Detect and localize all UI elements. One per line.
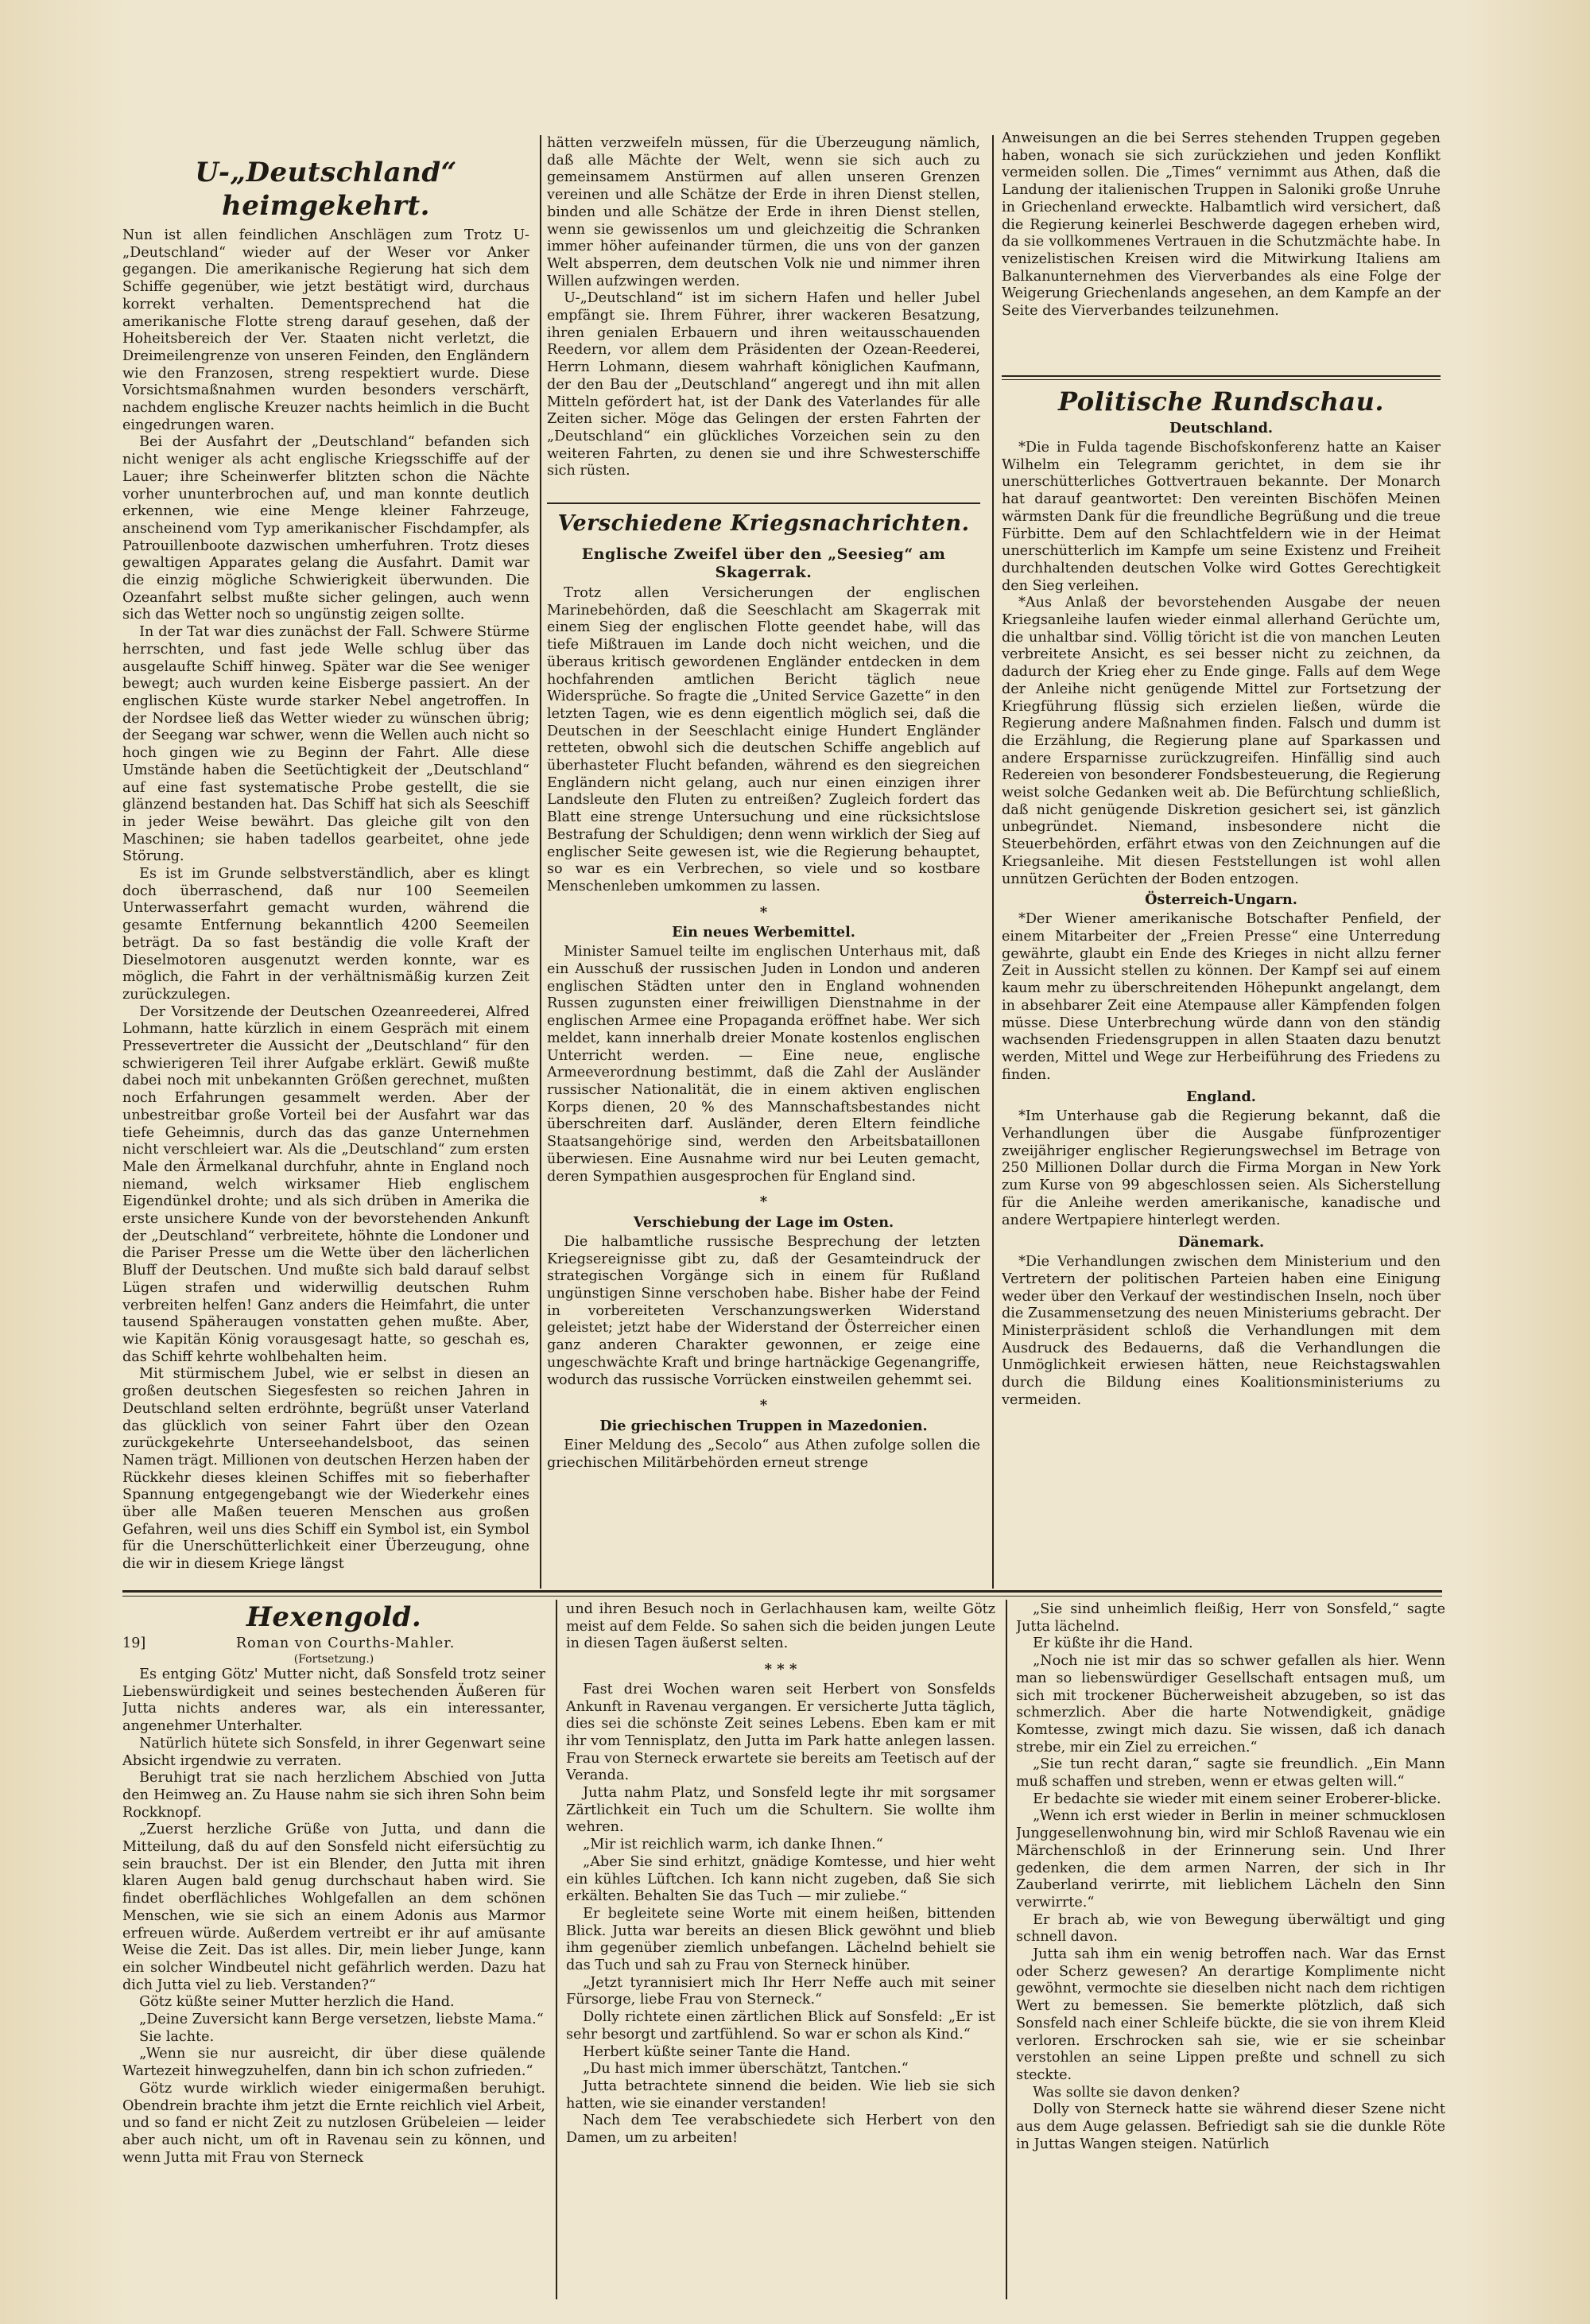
political-review-paragraph: *Aus Anlaß der bevorstehenden Ausgabe der neuen Kriegsanleihe laufen wieder einmal allerhand Gerüchte um, die unhaltbar sind. Völlig töricht ist die von manchen Leuten verbreitete Ansicht, es sei besser nicht zu zeichnen, da dadurch der Krieg eher zu Ende ginge. Falls auf dem Wege der Anleihe nicht genügende Mittel zur Fortsetzung der Kriegführung flüssig sich erzielen ließen, würde die Regierung andere Maßnahmen finden. Falsch und dumm ist die Erzählung, die Regierung plane auf Sparkassen und andere Ersparnisse zurückzugreifen. Hinfällig sind auch Redereien von besonderer Fondsbesteuerung, die Regierung weist solche Gedanken weit ab. Die Befürchtung schließlich, daß nicht genügende Diskretion gesichert sei, ist gänzlich unbegründet. Niemand, insbesondere nicht die Steuerbehörden, erfährt etwas von den Zeichnungen auf die Kriegsanleihe. Mit diesen Feststellungen ist wohl allen unnützen Gerüchten der Boden entzogen.: [1002, 595, 1441, 887]
separator-star: *: [759, 1397, 768, 1414]
novel-paragraph: „Wenn sie nur ausreicht, dir über diese quälende Wartezeit hinwegzuhelfen, dann bin ich schon zufrieden.“: [122, 2046, 545, 2080]
war-news-subheading: Die griechischen Truppen in Mazedonien.: [599, 1417, 928, 1434]
uboot-headline: U-„Deutschland“ heimgekehrt.: [195, 157, 457, 222]
novel-paragraph: Es entging Götz' Mutter nicht, daß Sonsfeld trotz seiner Liebenswürdigkeit und seines bestechenden Äußeren für Jutta nichts anderes war, als ein interessanter, angenehmer Unterhalter.: [122, 1666, 545, 1735]
novel-paragraph: Beruhigt trat sie nach herzlichem Abschied von Jutta den Heimweg an. Zu Hause nahm sie sich ihren Sohn beim Rockknopf.: [122, 1770, 545, 1821]
war-news-cont-paragraph: Anweisungen an die bei Serres stehenden Truppen gegeben haben, wonach sie sich zurückziehen und jeden Konflikt vermeiden sollen. Die „Times“ vernimmt aus Athen, daß die Landung der italienischen Truppen in Saloniki große Unruhe in Griechenland erweckte. Halbamtlich wird versichert, daß die Regierung keinerlei Beschwerde dagegen erheben wird, da sie vollkommenes Vertrauen in die Schutzmächte habe. In venizelistischen Kreisen wird die Mitwirkung Italiens am Balkanunternehmen des Vierverbandes als eine Folge der Weigerung Griechenlands angesehen, an dem Kampfe an der Seite des Vierverbandes teilzunehmen.: [1002, 130, 1441, 320]
novel-paragraph: und ihren Besuch noch in Gerlachhausen kam, weilte Götz meist auf dem Felde. So sahen sich die beiden jungen Leute in diesen Tagen äußerst selten.: [566, 1601, 995, 1652]
war-news-paragraph: Minister Samuel teilte im englischen Unterhaus mit, daß ein Ausschuß der russischen Juden in London und anderen englischen Städten unter den in England wohnenden Russen zugunsten einer freiwilligen Dienstnahme in der englischen Armee eine Propaganda eröffnet habe. Wer sich meldet, kann innerhalb dreier Monate kostenlos englischen Unterricht werden. — Eine neue, englische Armeeverordnung bestimmt, daß die Zahl der Ausländer russischer Nationalität, die in einem aktiven englischen Korps dienen, 20 % des Mannschaftsbestandes nicht überschreiten darf. Ausländer, deren Eltern feindliche Staatsangehörige sind, werden den Arbeitsbataillonen überwiesen. Eine Ausnahme wird nur bei Leuten gemacht, deren Sympathien ausgesprochen für England sind.: [547, 944, 980, 1185]
novel-paragraph: Was sollte sie davon denken?: [1033, 2084, 1240, 2101]
country-heading-england: England.: [1186, 1088, 1256, 1106]
uboot-paragraph: Der Vorsitzende der Deutschen Ozeanreederei, Alfred Lohmann, hatte kürzlich in einem Gespräch mit einem Pressevertreter die Aussicht der „Deutschland“ für den schwierigeren Teil ihrer Aufgabe erklärt. Gewiß mußte dabei noch mit unbekannten Größen gerechnet, mußten noch Erfahrungen gesammelt werden. Aber der unbestreitbar große Vorteil bei der Ausfahrt war das tiefe Geheimnis, durch das das ganze Unternehmen nicht verschleiert war. Als die „Deutschland“ zum ersten Male den Ärmelkanal durchfuhr, ahnte in England noch niemand, welch wirksamer Hieb englischem Eigendünkel drohte; und als sich drüben in Amerika die erste unsichere Kunde von der bevorstehenden Ankunft der „Deutschland“ verbreitete, höhnte die Londoner und die Pariser Presse um die Wette über den lächerlichen Bluff der Deutschen. Und mußte sich bald darauf selbst Lügen strafen und widerwillig deutschen Ruhm verbreiten helfen! Ganz anders die Heimfahrt, die unter tausend Späheraugen vonstatten gehen mußte. Aber, wie Kapitän König vorausgesagt hatte, so geschah es, das Schiff kehrte wohlbehalten heim.: [122, 1003, 529, 1365]
novel-paragraph: „Du hast mich immer überschätzt, Tantchen.“: [583, 2061, 909, 2078]
novel-paragraph: Er bedachte sie wieder mit einem seiner Eroberer-blicke.: [1033, 1791, 1441, 1807]
novel-paragraph: „Noch nie ist mir das so schwer gefallen als hier. Wenn man so liebenswürdiger Gesellschaft entsagen muß, um sich mit trockener Bücherweisheit abzugeben, so ist das schmerzlich. Aber die harte Notwendigkeit, gnädige Komtesse, zwingt mich dazu. Sie wissen, daß ich danach strebe, mir ein Ziel zu erreichen.“: [1016, 1653, 1445, 1756]
war-news-subheading: Englische Zweifel über den „Seesieg“ am Skagerrak.: [581, 545, 946, 581]
political-review-headline: Politische Rundschau.: [1058, 386, 1384, 417]
novel-paragraph: „Sie tun recht daran,“ sagte sie freundlich. „Ein Mann muß schaffen und streben, wenn er etwas gelten will.“: [1016, 1756, 1445, 1791]
novel-paragraph: Götz küßte seiner Mutter herzlich die Hand.: [139, 1994, 455, 2011]
column-divider: [1006, 1600, 1007, 2299]
political-review-paragraph: *Die in Fulda tagende Bischofskonferenz hatte an Kaiser Wilhelm ein Telegramm gerichtet, in dem sie ihr unerschütterliches Gottvertrauen bekannte. Der Monarch hat darauf geantwortet: Den vereinten Bischöfen Meinen wärmsten Dank für die freundliche Begrüßung und die treue Fürbitte. Dem auf den Schlachtfeldern wie in der Heimat unerschütterlich im Kampfe um seine Existenz und Freiheit durchhaltenden deutschen Volke wird Gottes Gerechtigkeit den Sieg verleihen.: [1002, 440, 1441, 594]
uboot-paragraph: In der Tat war dies zunächst der Fall. Schwere Stürme herrschten, und fast jede Welle schlug über das ausgelaufte Schiff hinweg. Später war die See weniger bewegt; auch wurden keine Eisberge passiert. An der englischen Küste wurde starker Nebel angetroffen. In der Nordsee ließ das Wetter wieder zu wünschen übrig; der Seegang war schwer, wenn die Wellen auch nicht so hoch gingen wie zu Beginn der Fahrt. Alle diese Umstände haben die Seetüchtigkeit der „Deutschland“ auf eine fast systematische Probe gestellt, die sie glänzend bestanden hat. Das Schiff hat sich als Seeschiff in jeder Weise bewährt. Das gleiche gilt von den Maschinen; sie haben tadellos gearbeitet, ohne jede Störung.: [122, 624, 529, 865]
section-divider: [1002, 375, 1441, 377]
novel-paragraph: Jutta nahm Platz, und Sonsfeld legte ihr mit sorgsamer Zärtlichkeit ein Tuch um die Schultern. Sie wollte ihm wehren.: [566, 1785, 995, 1836]
uboot-cont-paragraph: hätten verzweifeln müssen, für die Überzeugung nämlich, daß alle Mächte der Welt, wenn sie sich auch zu gemeinsamem Anstürmen auf allen unseren Grenzen vereinen und alle Schätze der Erde in ihren Dienst stellen, binden und alle Schätze der Erde in ihren Dienst stellen, wenn sie gewissenlos um und gleichzeitig die Schranken immer höher aufeinander türmen, die uns von der ganzen Welt absperren, dem deutschen Volk nie und nimmer ihren Willen aufzwingen werden.: [547, 135, 980, 289]
novel-paragraph: Dolly von Sterneck hatte sie während dieser Szene nicht aus dem Auge gelassen. Befriedigt sah sie die dunkle Röte in Juttas Wangen steigen. Natürlich: [1016, 2101, 1445, 2152]
novel-paragraph: Nach dem Tee verabschiedete sich Herbert von den Damen, um zu arbeiten!: [566, 2113, 995, 2147]
country-heading-austria: Österreich-Ungarn.: [1145, 891, 1297, 909]
uboot-paragraph: Nun ist allen feindlichen Anschlägen zum Trotz U-„Deutschland“ wieder auf der Weser vor Anker gegangen. Die amerikanische Regierung hat sich dem Schiffe gegenüber, wie jetzt bestätigt wird, durchaus korrekt verhalten. Dementsprechend hat die amerikanische Flotte streng darauf gesehen, daß der Hoheitsbereich der Ver. Staaten nicht verletzt, die Dreimeilengrenze von unseren Feinden, den Engländern wie den Franzosen, streng respektiert wurde. Diese Vorsichtsmaßnahmen wurden besonders verschärft, nachdem englische Kreuzer nachts heimlich in die Bucht eingedrungen waren.: [122, 227, 529, 433]
feuilleton-divider: [122, 1590, 1442, 1593]
column-3-war-news-continuation: [1002, 130, 1441, 374]
separator-star: *: [759, 1193, 768, 1211]
novel-paragraph: „Sie sind unheimlich fleißig, Herr von Sonsfeld,“ sagte Jutta lächelnd.: [1016, 1601, 1445, 1635]
novel-paragraph: „Aber Sie sind erhitzt, gnädige Komtesse, und hier weht ein kühles Lüftchen. Ich kann nicht zugeben, daß Sie sich erkälten. Behalten Sie das Tuch — mir zuliebe.“: [566, 1853, 995, 1905]
feuilleton-divider: [122, 1596, 1442, 1597]
novel-paragraph: „Zuerst herzliche Grüße von Jutta, und dann die Mitteilung, daß du auf den Sonsfeld nicht eifersüchtig zu sein brauchst. Der ist ein Blender, den Jutta mit ihren klaren Augen bald genug durchschaut haben wird. Sie findet oberflächliches Wohlgefallen an dem schönen Menschen, wie sie sich an einem Adonis aus Marmor erfreuen würde. Außerdem vertreibt er ihr auf amüsante Weise die Zeit. Das ist alles. Dir, mein lieber Junge, kann ein solcher Windbeutel nicht gefährlich werden. Dazu hat dich Jutta viel zu lieb. Verstanden?“: [122, 1822, 545, 1993]
column-divider: [540, 135, 541, 1589]
novel-header: [122, 1635, 545, 1666]
column-3-political-review: [1002, 383, 1441, 1585]
novel-paragraph: Jutta betrachtete sinnend die beiden. Wie lieb sie sich hatten, wie sie einander verstanden!: [566, 2078, 995, 2112]
novel-paragraph: Herbert küßte seiner Tante die Hand.: [583, 2043, 851, 2060]
country-heading-denmark: Dänemark.: [1177, 1234, 1265, 1251]
column-1-uboot-article: [122, 156, 529, 1580]
separator-stars: * * *: [764, 1661, 797, 1678]
novel-author: Roman von Courths-Mahler.: [235, 1635, 456, 1651]
political-review-paragraph: *Im Unterhause gab die Regierung bekannt, daß die Verhandlungen über die Ausgabe fünfprozentiger zweijähriger englischer Regierungswechsel im Betrage von 250 Millionen Dollar durch die Firma Morgan in New York zum Kurse von 99 abgeschlossen seien. Als Sicherstellung für die Anleihe werden amerikanische, kanadische und andere Wertpapiere hinterlegt werden.: [1002, 1108, 1441, 1228]
novel-continuation-note: (Fortsetzung.): [293, 1653, 374, 1666]
novel-paragraph: „Deine Zuversicht kann Berge versetzen, liebste Mama.“: [139, 2012, 544, 2028]
column-2-war-news: [547, 506, 980, 1585]
war-news-paragraph: Einer Meldung des „Secolo“ aus Athen zufolge sollen die griechischen Militärbehörden erneut strenge: [547, 1437, 980, 1471]
column-divider: [556, 1600, 557, 2299]
war-news-paragraph: Trotz allen Versicherungen der englischen Marinebehörden, daß die Seeschlacht am Skagerrak mit einem Sieg der englischen Flotte geendet habe, will das tiefe Mißtrauen im Lande doch nicht weichen, und die überaus kritisch gewordenen Engländer entdecken in dem hochfahrenden amtlichen Bericht täglich neue Widersprüche. So fragte die „United Service Gazette“ in den letzten Tagen, wie es denn eigentlich möglich sei, daß die Deutschen in der Seeschlacht einige Hundert Engländer retteten, obwohl sich die deutschen Schiffe angeblich auf überhasteter Flucht befanden, während es den siegreichen Engländern nicht gelang, auch nur einen einzigen ihrer Landsleute den Fluten zu entreißen? Zugleich fordert das Blatt eine strenge Untersuchung und eine rücksichtslose Bestrafung der Schuldigen; denn wenn wirklich der Sieg auf englischer Seite gewesen ist, wie die Regierung behauptet, so war es ein Verbrechen, so viele und so kostbare Menschenleben umkommen zu lassen.: [547, 585, 980, 894]
war-news-paragraph: Die halbamtliche russische Besprechung der letzten Kriegsereignisse gibt zu, daß der Gesamteindruck der strategischen Vorgänge sich in einem für Rußland ungünstigen Sinne verschoben habe. Bisher habe der Feind in vorbereiteten Verschanzungswerken Widerstand geleistet; jetzt habe der Widerstand der Österreicher einen ganz anderen Charakter gewonnen, er zeige eine ungeschwächte Kraft und bringe hartnäckige Gegenangriffe, wodurch das russische Vorrücken einstweilen gehemmt sei.: [547, 1233, 980, 1388]
uboot-paragraph: Mit stürmischem Jubel, wie er selbst in diesen an großen deutschen Siegesfesten so reichen Jahren in Deutschland selten erdröhnte, begrüßt unser Vaterland das glücklich von seiner Fahrt über den Ozean zurückgekehrte Unterseehandelsboot, das seinen Namen trägt. Millionen von deutschen Herzen haben der Rückkehr dieses kleinen Schiffes mit so fieberhafter Spannung entgegengebangt wie der Wiederkehr eines über alle Maßen teueren Menschen aus großen Gefahren, weil uns dies Schiff ein Symbol ist, ein Symbol für die Unerschütterlichkeit einer Überzeugung, ohne die wir in diesem Kriege längst: [122, 1366, 529, 1573]
war-news-headline: Verschiedene Kriegsnachrichten.: [557, 511, 970, 536]
novel-paragraph: „Wenn ich erst wieder in Berlin in meiner schmucklosen Junggesellenwohnung bin, wird mir Schloß Ravenau wie ein Märchenschloß in der Erinnerung sein. Und Ihrer gedenken, die dem armen Narren, der sich in Ihr Zauberland verirrte, mit lieblichem Lächeln den Sinn verwirrte.“: [1016, 1808, 1445, 1911]
section-divider: [547, 502, 980, 504]
novel-paragraph: Er begleitete seine Worte mit einem heißen, bittenden Blick. Jutta war bereits an diesen Blick gewöhnt und blieb ihm gegenüber ziemlich unbefangen. Lächelnd behielt sie das Tuch und sah zu Frau von Sterneck hinüber.: [566, 1905, 995, 1974]
column-2-uboot-continuation: [547, 135, 980, 499]
novel-column-3: [1016, 1601, 1445, 2293]
novel-paragraph: Sie lachte.: [139, 2028, 215, 2045]
uboot-paragraph: Es ist im Grunde selbstverständlich, aber es klingt doch überraschend, daß nur 100 Seemeilen Unterwasserfahrt gemacht wurden, während die gesamte Entfernung bekanntlich 4200 Seemeilen beträgt. Da so fast beständig die volle Kraft der Dieselmotoren ausgenutzt werden konnte, war es möglich, die Fahrt in der verhältnismäßig kurzen Zeit zurückzulegen.: [122, 866, 529, 1003]
political-review-paragraph: *Der Wiener amerikanische Botschafter Penfield, der einem Mitarbeiter der „Freien Presse“ eine Unterredung gewährte, glaubt ein Ende des Krieges in nicht allzu ferner Zeit in Aussicht stellen zu können. Der Kampf sei auf einem kaum mehr zu überschreitenden Höhepunkt angelangt, dem in absehbarer Zeit eine Atempause aller Kämpfenden folgen müsse. Diese Unterbrechung würde dann von den ständig wachsenden Friedensgruppen in allen Staaten dazu benutzt werden, Mittel und Wege zur Herbeiführung des Friedens zu finden.: [1002, 911, 1441, 1083]
novel-title: Hexengold.: [246, 1601, 422, 1633]
novel-paragraph: Er küßte ihr die Hand.: [1033, 1635, 1193, 1652]
novel-installment-number: 19]: [122, 1635, 146, 1651]
political-review-paragraph: *Die Verhandlungen zwischen dem Ministerium und den Vertretern der politischen Parteien haben eine Einigung weder über den Verkauf der westindischen Inseln, noch über die Zusammensetzung des neuen Ministeriums gebracht. Der Ministerpräsident schloß die Verhandlungen mit dem Ausdruck des Bedauerns, daß die Verhandlungen die Unmöglichkeit erwiesen hätten, neue Reichstagswahlen durch die Bildung eines Koalitionsministeriums zu vermeiden.: [1002, 1254, 1441, 1408]
war-news-subheading: Verschiebung der Lage im Osten.: [633, 1213, 894, 1231]
novel-paragraph: Götz wurde wirklich wieder einigermaßen beruhigt. Obendrein brachte ihm jetzt die Ernte reichlich viel Arbeit, und so fand er nicht Zeit zu nutzlosen Grübeleien — leider aber auch nicht, um oft in Ravenau sein zu können, und wenn Jutta mit Frau von Sterneck: [122, 2080, 545, 2166]
novel-paragraph: Er brach ab, wie von Bewegung überwältigt und ging schnell davon.: [1016, 1911, 1445, 1946]
novel-paragraph: „Mir ist reichlich warm, ich danke Ihnen.“: [583, 1837, 883, 1853]
section-divider: [1002, 379, 1441, 380]
separator-star: *: [759, 903, 768, 921]
novel-paragraph: Dolly richtete einen zärtlichen Blick auf Sonsfeld: „Er ist sehr besorgt und zartfühlend. So war er schon als Kind.“: [566, 2009, 995, 2043]
uboot-cont-paragraph: U-„Deutschland“ ist im sichern Hafen und heller Jubel empfängt sie. Ihrem Führer, ihrer wackeren Besatzung, ihren genialen Erbauern und ihren weitausschauenden Reedern, vor allem dem Präsidenten der Ozean-Reederei, Herrn Lohmann, diesem wahrhaft königlichen Kaufmann, der den Bau der „Deutschland“ angeregt und ihn mit allen Mitteln gefördert hat, ist der Dank des Vaterlandes für alle Zeiten sicher. Möge das Gelingen der ersten Fahrten der „Deutschland“ ein glückliches Vorzeichen sein zu den weiteren Fahrten, zu denen sie und ihre Schwesterschiffe sich rüsten.: [547, 290, 980, 479]
uboot-paragraph: Bei der Ausfahrt der „Deutschland“ befanden sich nicht weniger als acht englische Kriegsschiffe auf der Lauer; ihre Scheinwerfer blitzten schon die Nächte vorher ununterbrochen auf, und man konnte deutlich erkennen, wie eine Menge kleiner Fahrzeuge, anscheinend vom Typ amerikanischer Fischdampfer, als Patrouillenboote dazwischen umherfuhren. Trotz dieses gewaltigen Apparates gelang die Ausfahrt. Damit war die einzig mögliche Schwierigkeit überwunden. Die Ozeanfahrt selbst mußte sicher gelingen, auch wenn sich das Wetter noch so ungünstig zeigen sollte.: [122, 434, 529, 623]
novel-column-2: [566, 1601, 995, 2293]
column-divider: [992, 135, 994, 1589]
novel-column-1: [122, 1601, 545, 2293]
novel-paragraph: Natürlich hütete sich Sonsfeld, in ihrer Gegenwart seine Absicht irgendwie zu verraten.: [122, 1735, 545, 1769]
novel-paragraph: „Jetzt tyrannisiert mich Ihr Herr Neffe auch mit seiner Fürsorge, liebe Frau von Sterneck.“: [566, 1974, 995, 2008]
country-heading-germany: Deutschland.: [1169, 420, 1274, 436]
novel-paragraph: Fast drei Wochen waren seit Herbert von Sonsfelds Ankunft in Ravenau vergangen. Er versicherte Jutta täglich, dies sei die schönste Zeit seines Lebens. Eben kam er mit ihr vom Tennisplatz, den Jutta im Park hatte anlegen lassen. Frau von Sterneck erwartete sie bereits am Teetisch auf der Veranda.: [566, 1681, 995, 1784]
war-news-subheading: Ein neues Werbemittel.: [672, 924, 855, 941]
novel-paragraph: Jutta sah ihm ein wenig betroffen nach. War das Ernst oder Scherz gewesen? An derartige Komplimente nicht gewöhnt, vermochte sie dieselben nicht nach dem richtigen Wert zu bemessen. Sie bemerkte plötzlich, daß sich Sonsfeld nach einer Schleife bückte, die sie von ihrem Kleid verloren. Erschrocken sah sie, wie er sie scheinbar verstohlen an seine Lippen preßte und schnell zu sich steckte.: [1016, 1946, 1445, 2083]
